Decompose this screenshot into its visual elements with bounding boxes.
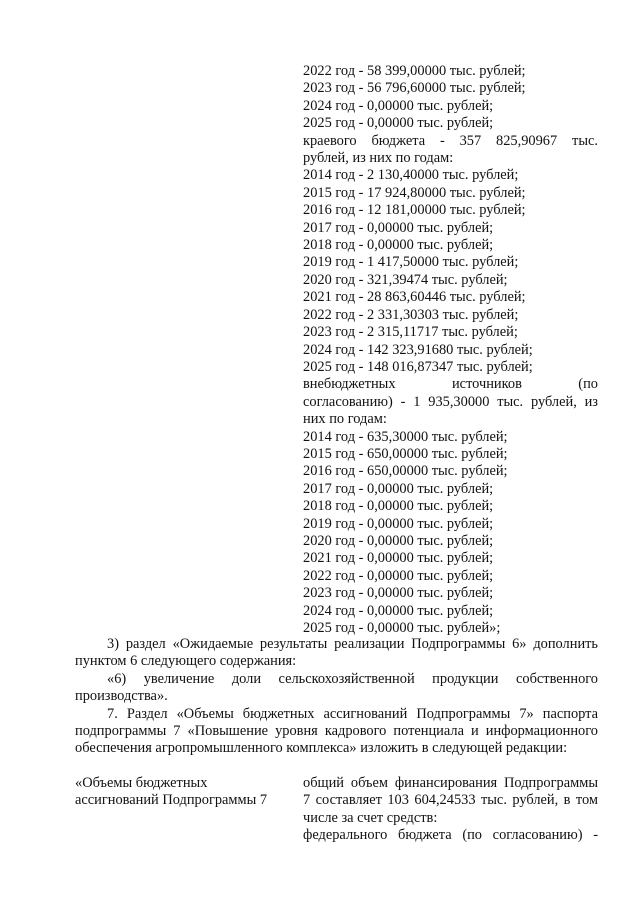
funding-line: 2025 год - 148 016,87347 тыс. рублей; (303, 358, 533, 375)
passport-table-value-last-line: федерального бюджета (по согласованию) - (303, 827, 598, 844)
funding-line: 2022 год - 58 399,00000 тыс. рублей; (303, 63, 526, 79)
funding-line: 2014 год - 635,30000 тыс. рублей; (303, 428, 508, 445)
extra-budget-heading-end: них по годам: (303, 411, 387, 428)
funding-line: 2015 год - 17 924,80000 тыс. рублей; (303, 184, 526, 201)
funding-line: 2016 год - 650,00000 тыс. рублей; (303, 463, 508, 480)
funding-line: 2014 год - 2 130,40000 тыс. рублей; (303, 167, 519, 184)
funding-line: 2022 год - 2 331,30303 тыс. рублей; (303, 306, 519, 323)
funding-line: 2021 год - 0,00000 тыс. рублей; (303, 550, 494, 567)
extra-budget-heading-cont: согласованию) - 1 935,30000 тыс. рублей, из (303, 393, 598, 410)
funding-line: 2018 год - 0,00000 тыс. рублей; (303, 237, 494, 254)
funding-line: 2018 год - 0,00000 тыс. рублей; (303, 498, 494, 515)
funding-line: 2020 год - 0,00000 тыс. рублей; (303, 532, 494, 549)
paragraph-item-3-quote: «6) увеличение доли сельскохозяйственной продукции собственного производства». (75, 670, 598, 705)
funding-breakdown-column (303, 63, 598, 637)
funding-line: 2024 год - 0,00000 тыс. рублей; (303, 97, 494, 114)
funding-line: 2017 год - 0,00000 тыс. рублей; (303, 480, 494, 497)
funding-line: 2015 год - 650,00000 тыс. рублей; (303, 445, 508, 462)
funding-line: 2016 год - 12 181,00000 тыс. рублей; (303, 202, 526, 219)
funding-line: 2023 год - 2 315,11717 тыс. рублей; (303, 324, 518, 341)
funding-line: 2023 год - 56 796,60000 тыс. рублей; (303, 80, 526, 97)
funding-line: 2023 год - 0,00000 тыс. рублей; (303, 585, 494, 602)
funding-line: 2019 год - 0,00000 тыс. рублей; (303, 515, 494, 532)
funding-line: 2020 год - 321,39474 тыс. рублей; (303, 271, 508, 288)
regional-budget-heading-cont: рублей, из них по годам: (303, 150, 454, 167)
funding-line: 2017 год - 0,00000 тыс. рублей; (303, 219, 494, 236)
regional-budget-heading: краевого бюджета - 357 825,90967 тыс. (303, 132, 598, 149)
paragraph-item-7: 7. Раздел «Объемы бюджетных ассигнований Подпрограммы 7» паспорта подпрограммы 7 «Повышение уровня кадрового потенциала и информационного обеспечения агропромышленного комплекса» изложить в следующей редакции: (75, 705, 598, 757)
extra-budget-heading: внебюджетных источников (по (303, 376, 598, 393)
document-body (75, 636, 598, 758)
funding-line: 2022 год - 0,00000 тыс. рублей; (303, 567, 494, 584)
passport-table-label-line: ассигнований Подпрограммы 7 (75, 792, 268, 809)
funding-line: 2025 год - 0,00000 тыс. рублей»; (303, 620, 501, 636)
passport-table-value-text: общий объем финансирования Подпрограммы 7 составляет 103 604,24533 тыс. рублей, в том числе за счет средств: (303, 775, 598, 826)
funding-line: 2024 год - 0,00000 тыс. рублей; (303, 602, 494, 619)
passport-table-value-cell (303, 775, 598, 845)
funding-line: 2019 год - 1 417,50000 тыс. рублей; (303, 254, 519, 271)
funding-line: 2025 год - 0,00000 тыс. рублей; (303, 115, 494, 132)
paragraph-item-3: 3) раздел «Ожидаемые результаты реализации Подпрограммы 6» дополнить пунктом 6 следующего содержания: (75, 636, 598, 670)
passport-table-label-line: «Объемы бюджетных (75, 775, 208, 791)
funding-line: 2024 год - 142 323,91680 тыс. рублей; (303, 341, 533, 358)
funding-line: 2021 год - 28 863,60446 тыс. рублей; (303, 289, 526, 306)
passport-table-label-cell (75, 775, 290, 810)
